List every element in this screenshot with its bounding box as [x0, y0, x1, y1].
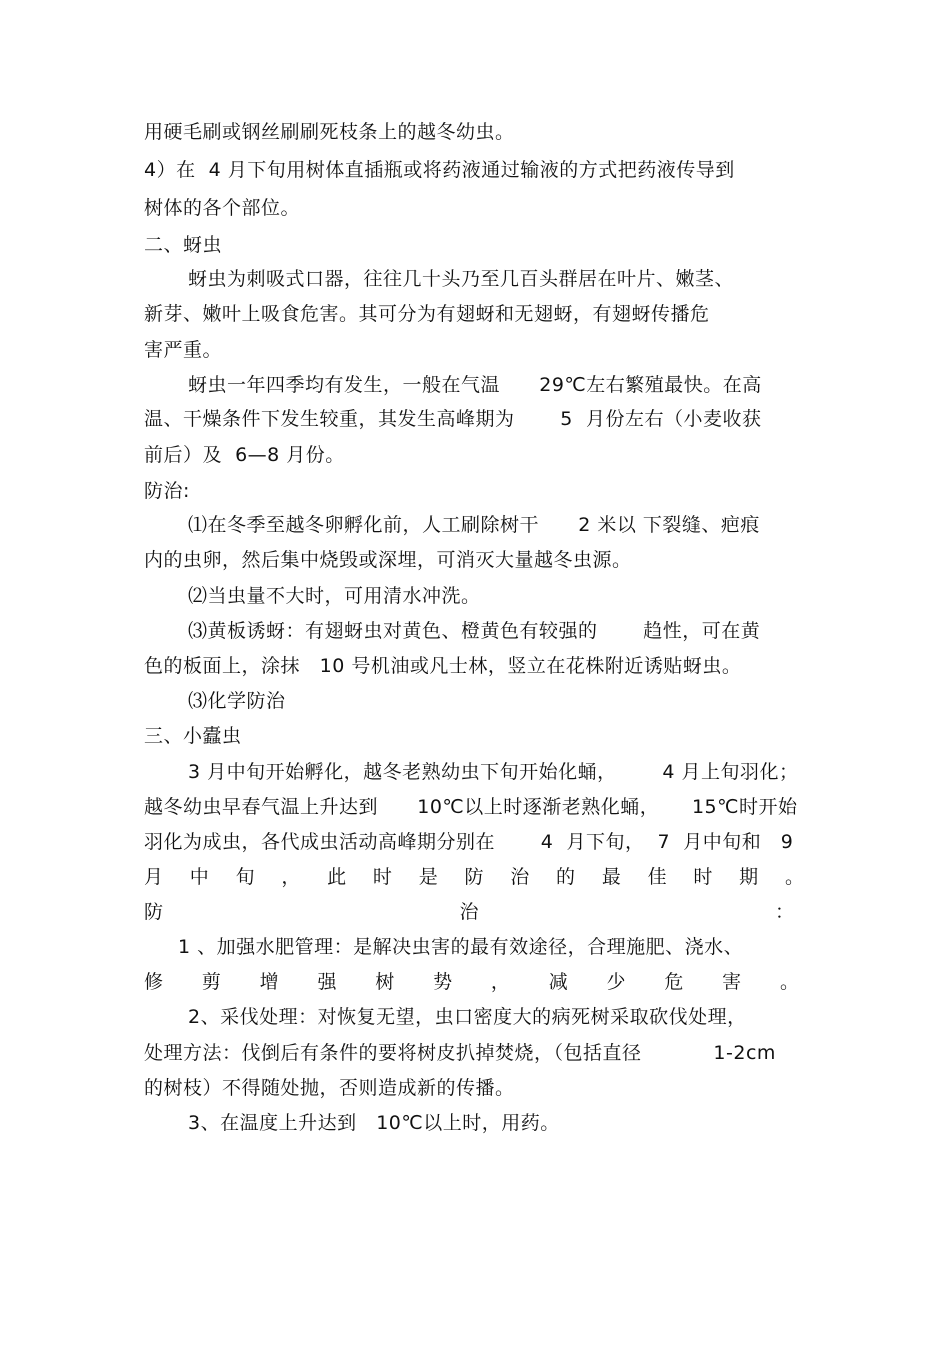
- text-line: 越冬幼虫早春气温上升达到 10℃以上时逐渐老熟化蛹， 15℃时开始: [144, 796, 798, 818]
- section-heading-bark-beetle: 三、小蠹虫: [144, 725, 242, 747]
- text-line: 3 月中旬开始孵化，越冬老熟幼虫下旬开始化蛹， 4 月上旬羽化；: [188, 761, 799, 783]
- justified-line: [144, 970, 799, 994]
- char: 减: [548, 971, 568, 993]
- justified-line: [144, 900, 794, 924]
- char: 的: [556, 866, 576, 888]
- char: 害: [722, 971, 742, 993]
- text-line: 4）在 4 月下旬用树体直插瓶或将药液通过输液的方式把药液传导到: [144, 159, 735, 181]
- char: 树: [375, 971, 395, 993]
- char: 治: [510, 866, 530, 888]
- text-line: 前后）及 6—8 月份。: [144, 444, 345, 466]
- char: 是: [418, 866, 438, 888]
- char: 最: [601, 866, 621, 888]
- char: 中: [189, 866, 209, 888]
- char: 。: [784, 866, 804, 888]
- text-line: 用硬毛刷或钢丝刷刷死枝条上的越冬幼虫。: [144, 121, 515, 143]
- text-line: 害严重。: [144, 339, 223, 361]
- char: 佳: [647, 866, 667, 888]
- text-line: 羽化为成虫，各代成虫活动高峰期分别在 4 月下旬， 7 月中旬和 9: [144, 831, 794, 853]
- text-line: ⑶化学防治: [188, 690, 286, 712]
- text-line: 树体的各个部位。: [144, 197, 301, 219]
- char: ：: [774, 901, 794, 923]
- char: ，: [281, 866, 301, 888]
- char: 势: [433, 971, 453, 993]
- char: ，: [490, 971, 510, 993]
- char: 期: [739, 866, 759, 888]
- char: 修: [144, 971, 164, 993]
- text-line: 内的虫卵，然后集中烧毁或深埋，可消灭大量越冬虫源。: [144, 549, 632, 571]
- char: 。: [779, 971, 799, 993]
- char: 强: [317, 971, 337, 993]
- text-line: ⑵当虫量不大时，可用清水冲洗。: [188, 585, 481, 607]
- text-line: 1 、加强水肥管理：是解决虫害的最有效途径，合理施肥、浇水、: [178, 936, 744, 958]
- char: 增: [259, 971, 279, 993]
- text-line: 温、干燥条件下发生较重，其发生高峰期为 5 月份左右（小麦收获: [144, 408, 762, 430]
- text-line: 色的板面上，涂抹 10 号机油或凡士林，竖立在花株附近诱贴蚜虫。: [144, 655, 742, 677]
- section-heading-aphid: 二、蚜虫: [144, 234, 223, 256]
- char: 剪: [201, 971, 221, 993]
- char: 防: [464, 866, 484, 888]
- justified-line: [144, 865, 804, 889]
- text-line: 蚜虫一年四季均有发生，一般在气温 29℃左右繁殖最快。在高: [188, 374, 762, 396]
- char: 少: [606, 971, 626, 993]
- text-line: 新芽、嫩叶上吸食危害。其可分为有翅蚜和无翅蚜，有翅蚜传播危: [144, 303, 710, 325]
- char: 旬: [235, 866, 255, 888]
- char: 防: [144, 901, 164, 923]
- text-line: 3、在温度上升达到 10℃以上时，用药。: [188, 1112, 560, 1134]
- text-line: 处理方法：伐倒后有条件的要将树皮扒掉焚烧，（包括直径 1-2cm: [144, 1042, 776, 1064]
- char: 此: [327, 866, 347, 888]
- text-line: ⑶黄板诱蚜：有翅蚜虫对黄色、橙黄色有较强的 趋性，可在黄: [188, 620, 761, 642]
- char: 时: [372, 866, 392, 888]
- char: 时: [693, 866, 713, 888]
- char: 治: [459, 901, 479, 923]
- text-line: ⑴在冬季至越冬卵孵化前，人工刷除树干 2 米以 下裂缝、疤痕: [188, 514, 760, 536]
- control-heading: 防治:: [144, 480, 190, 502]
- text-line: 蚜虫为刺吸式口器，往往几十头乃至几百头群居在叶片、嫩茎、: [188, 268, 735, 290]
- text-line: 的树枝）不得随处抛，否则造成新的传播。: [144, 1077, 515, 1099]
- text-line: 2、采伐处理：对恢复无望，虫口密度大的病死树采取砍伐处理，: [188, 1006, 747, 1028]
- char: 月: [144, 866, 164, 888]
- char: 危: [664, 971, 684, 993]
